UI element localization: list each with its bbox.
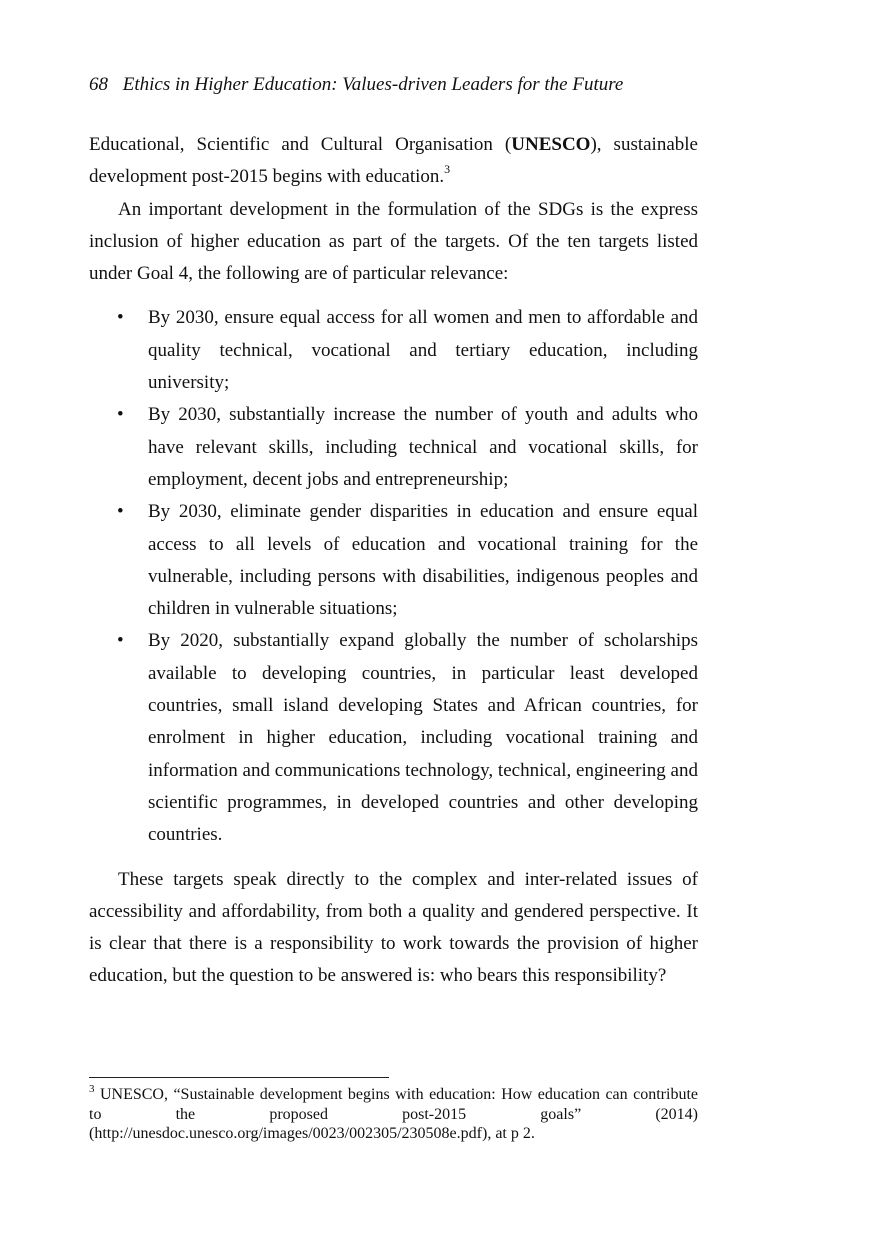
target-item [89, 399, 698, 496]
target-item [89, 302, 698, 399]
bullet-icon: • [117, 307, 124, 329]
paragraph1-text-after: ), sustainable development post-2015 begins with education. [89, 134, 698, 188]
bullet-icon: • [117, 404, 124, 426]
target-item [89, 625, 698, 851]
footnote-separator [89, 1077, 389, 1078]
target-text: By 2030, ensure equal access for all women and men to affordable and quality technical, vocational and tertiary education, including university; [148, 307, 698, 394]
target-text: By 2030, substantially increase the number of youth and adults who have relevant skills, including technical and vocational skills, for employment, decent jobs and entrepreneurship; [148, 404, 698, 490]
running-title: Ethics in Higher Education: Values-driven Leaders for the Future [122, 74, 624, 95]
footnote-reference[interactable]: 3 [444, 162, 451, 177]
paragraph-unesco [89, 129, 698, 194]
bullet-icon: • [117, 501, 124, 523]
target-item [89, 496, 698, 625]
goal4-target-list [89, 302, 698, 851]
bullet-icon: • [117, 630, 124, 652]
paragraph1-text-before: Educational, Scientific and Cultural Organisation ( [89, 134, 512, 155]
target-text: By 2030, eliminate gender disparities in education and ensure equal access to all levels of education and vocational training for the vulnerable, including persons with disabilities, indigenous peoples and children in vulnerable situations; [148, 501, 698, 620]
unesco-acronym: UNESCO [511, 134, 591, 155]
paragraph-sdgs: An important development in the formulation of the SDGs is the express inclusion of higher education as part of the targets. Of the ten targets listed under Goal 4, the following are of particular relevance: [89, 198, 698, 285]
running-header [89, 74, 623, 96]
footnote-number: 3 [89, 1083, 95, 1095]
target-text: By 2020, substantially expand globally the number of scholarships available to developing countries, in particular least developed countries, small island developing States and African countries, for enrolment in higher education, including vocational training and information and communications technology, technical, engineering and scientific programmes, in developed countries and other developing countries. [148, 630, 698, 846]
footnote [89, 1085, 698, 1144]
page-number: 68 [89, 74, 108, 95]
page-body [89, 129, 698, 993]
paragraph-targets-discussion: These targets speak directly to the complex and inter-related issues of accessibility and affordability, from both a quality and gendered perspective. It is clear that there is a responsibility to work towards the provision of higher education, but the question to be answered is: who bears this responsibility? [89, 868, 698, 987]
footnote-text: UNESCO, “Sustainable development begins with education: How education can contribute to the proposed post-2015 goals” (2014) (http://unesdoc.unesco.org/images/0023/002305/230508e.pdf), at p 2. [89, 1086, 698, 1142]
